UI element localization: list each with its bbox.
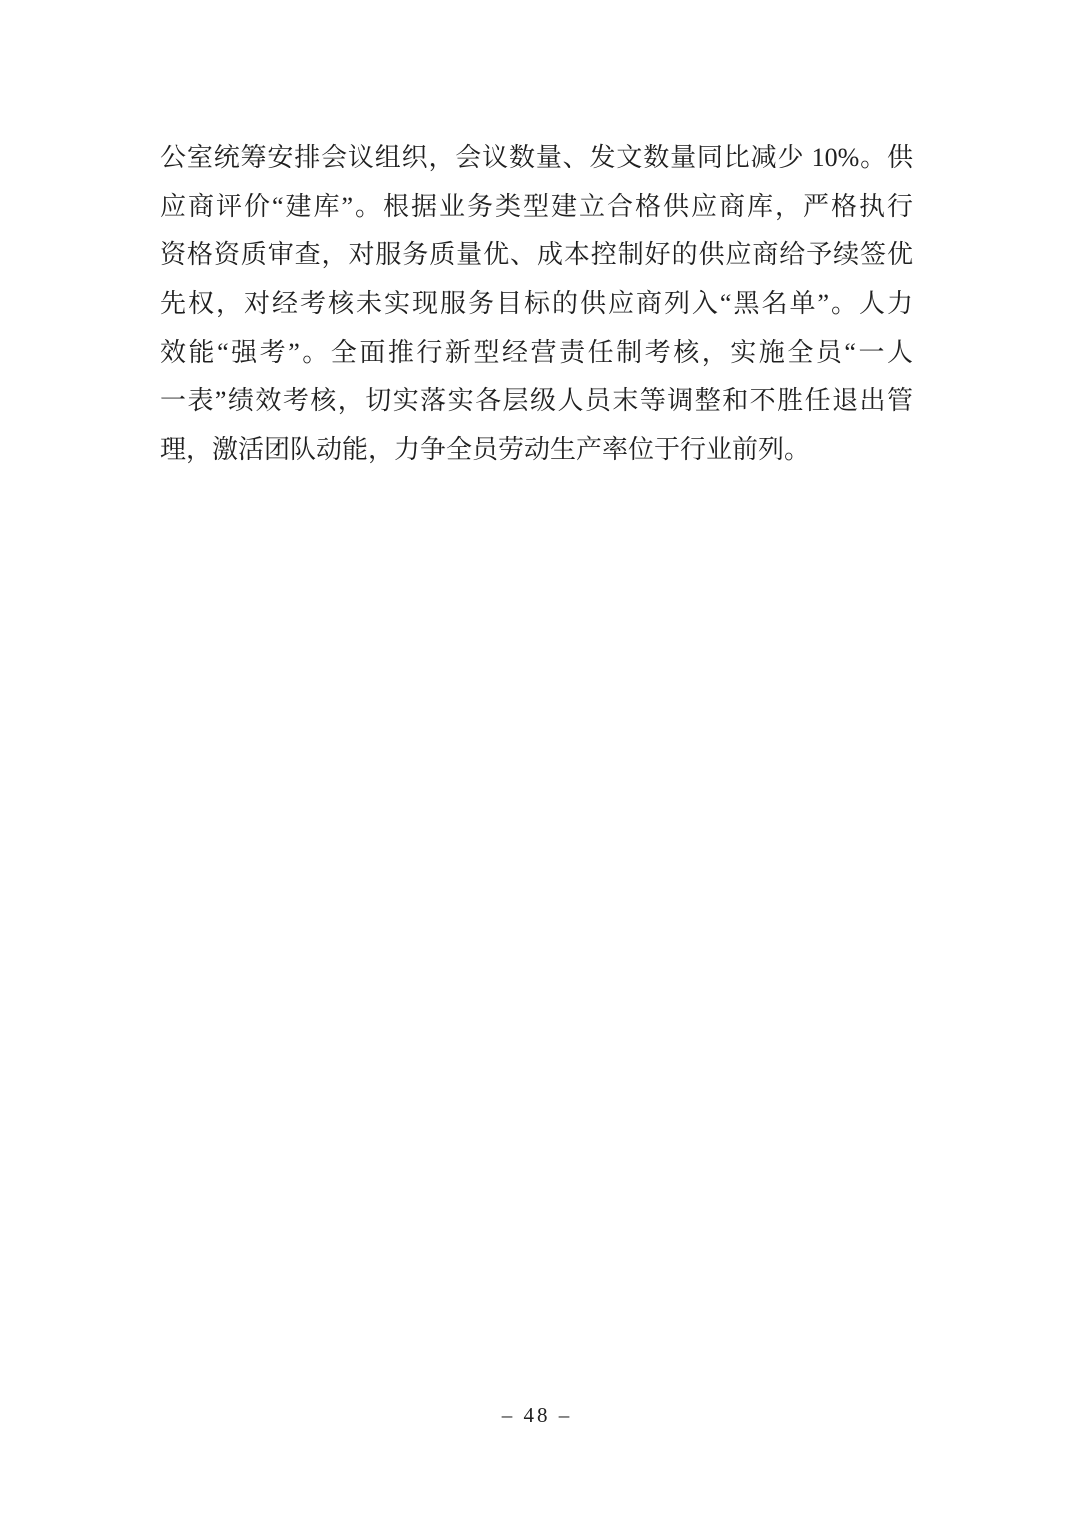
body-paragraph <box>160 134 913 475</box>
paragraph-line: 公室统筹安排会议组织，会议数量、发文数量同比减少 10%。供 <box>160 143 913 172</box>
paragraph-line: 先权，对经考核未实现服务目标的供应商列入“黑名单”。人力 <box>160 289 913 319</box>
paragraph-line: 效能“强考”。全面推行新型经营责任制考核，实施全员“一人 <box>160 337 913 367</box>
paragraph-line: 资格资质审查，对服务质量优、成本控制好的供应商给予续签优 <box>160 240 913 270</box>
paragraph-line: 理，激活团队动能，力争全员劳动生产率位于行业前列。 <box>160 435 811 465</box>
paragraph-line: 应商评价“建库”。根据业务类型建立合格供应商库，严格执行 <box>160 191 913 221</box>
paragraph-line: 一表”绩效考核，切实落实各层级人员末等调整和不胜任退出管 <box>160 386 913 416</box>
page-number: – 48 – <box>501 1403 573 1427</box>
